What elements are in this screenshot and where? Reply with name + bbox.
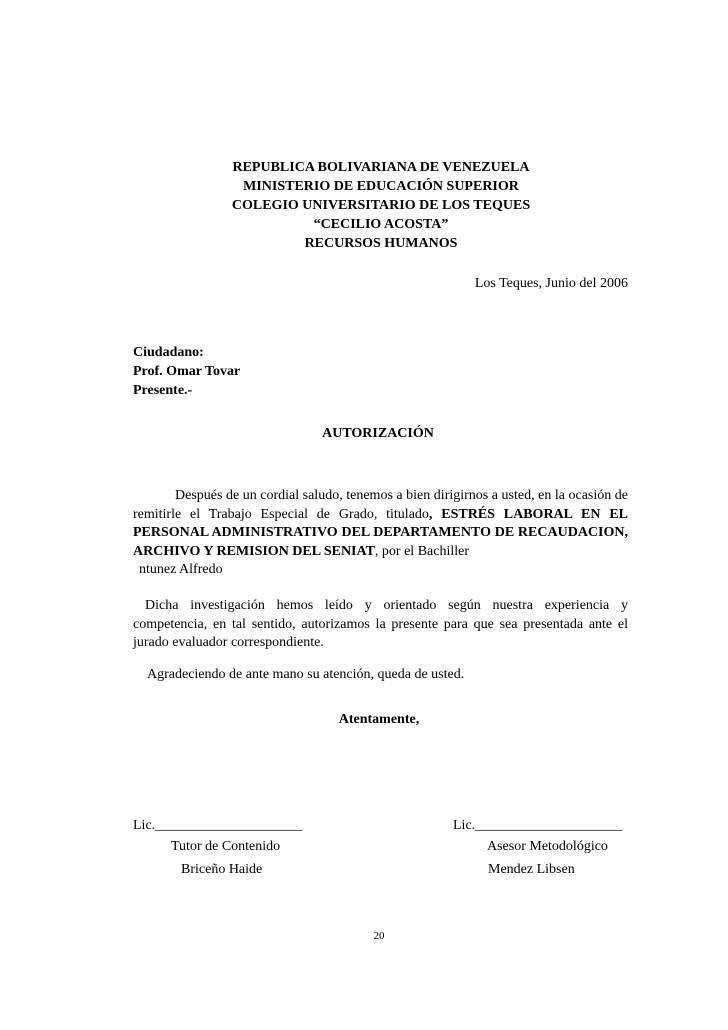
paragraph-intro — [133, 487, 628, 580]
page-number: 20 — [373, 930, 385, 942]
paragraph-intro-comma: , — [428, 506, 433, 522]
signature-right — [453, 815, 622, 880]
paragraph-intro-author-prefix: , por el Bachiller — [374, 543, 469, 559]
recipient-name: Prof. Omar Tovar — [133, 364, 241, 379]
letter-date: Los Teques, Junio del 2006 — [474, 276, 628, 291]
letterhead — [0, 158, 728, 253]
header-line-college: COLEGIO UNIVERSITARIO DE LOS TEQUES — [231, 198, 531, 213]
paragraph-intro-text: Después de un cordial saludo, tenemos a bien dirigirnos a usted, en la ocasión de remitirle el Trabajo Especial de Grado, titulado — [133, 488, 628, 522]
signature-role-left: Tutor de Contenido — [171, 839, 281, 854]
paragraph-thanks — [133, 666, 628, 685]
signature-left — [133, 815, 302, 880]
author-name: ntunez Alfredo — [139, 562, 223, 577]
header-line-republic: REPUBLICA BOLIVARIANA DE VENEZUELA — [232, 160, 530, 175]
recipient-salutation: Ciudadano: — [133, 345, 204, 360]
signature-name-right: Mendez Libsen — [488, 862, 575, 877]
recipient-presente: Presente.- — [133, 383, 193, 398]
thesis-title: ESTRÉS LABORAL EN EL PERSONAL ADMINISTRATIVO DEL DEPARTAMENTO DE RECAUDACION, ARCHIVO Y REMISION DEL SENIAT — [133, 506, 628, 559]
signature-name-left: Briceño Haide — [181, 862, 263, 877]
paragraph-thanks-text: Agradeciendo de ante mano su atención, queda de usted. — [147, 667, 465, 682]
paragraph-authorization — [133, 597, 628, 653]
closing-remark: Atentamente, — [338, 712, 420, 727]
header-line-college-name: “CECILIO ACOSTA” — [313, 217, 449, 232]
paragraph-authorization-text: Dicha investigación hemos leído y orientado según nuestra experiencia y competencia, en tal sentido, autorizamos la presente para que sea presentada ante el jurado evaluador correspondiente. — [133, 598, 628, 650]
document-title: AUTORIZACIÓN — [322, 426, 434, 441]
header-line-ministry: MINISTERIO DE EDUCACIÓN SUPERIOR — [243, 179, 519, 194]
header-line-department: RECURSOS HUMANOS — [304, 236, 458, 251]
signature-role-right: Asesor Metodológico — [487, 839, 608, 854]
recipient-block — [133, 343, 240, 400]
signature-line-right: Lic._____________________ — [453, 818, 623, 833]
signature-line-left: Lic._____________________ — [133, 818, 303, 833]
